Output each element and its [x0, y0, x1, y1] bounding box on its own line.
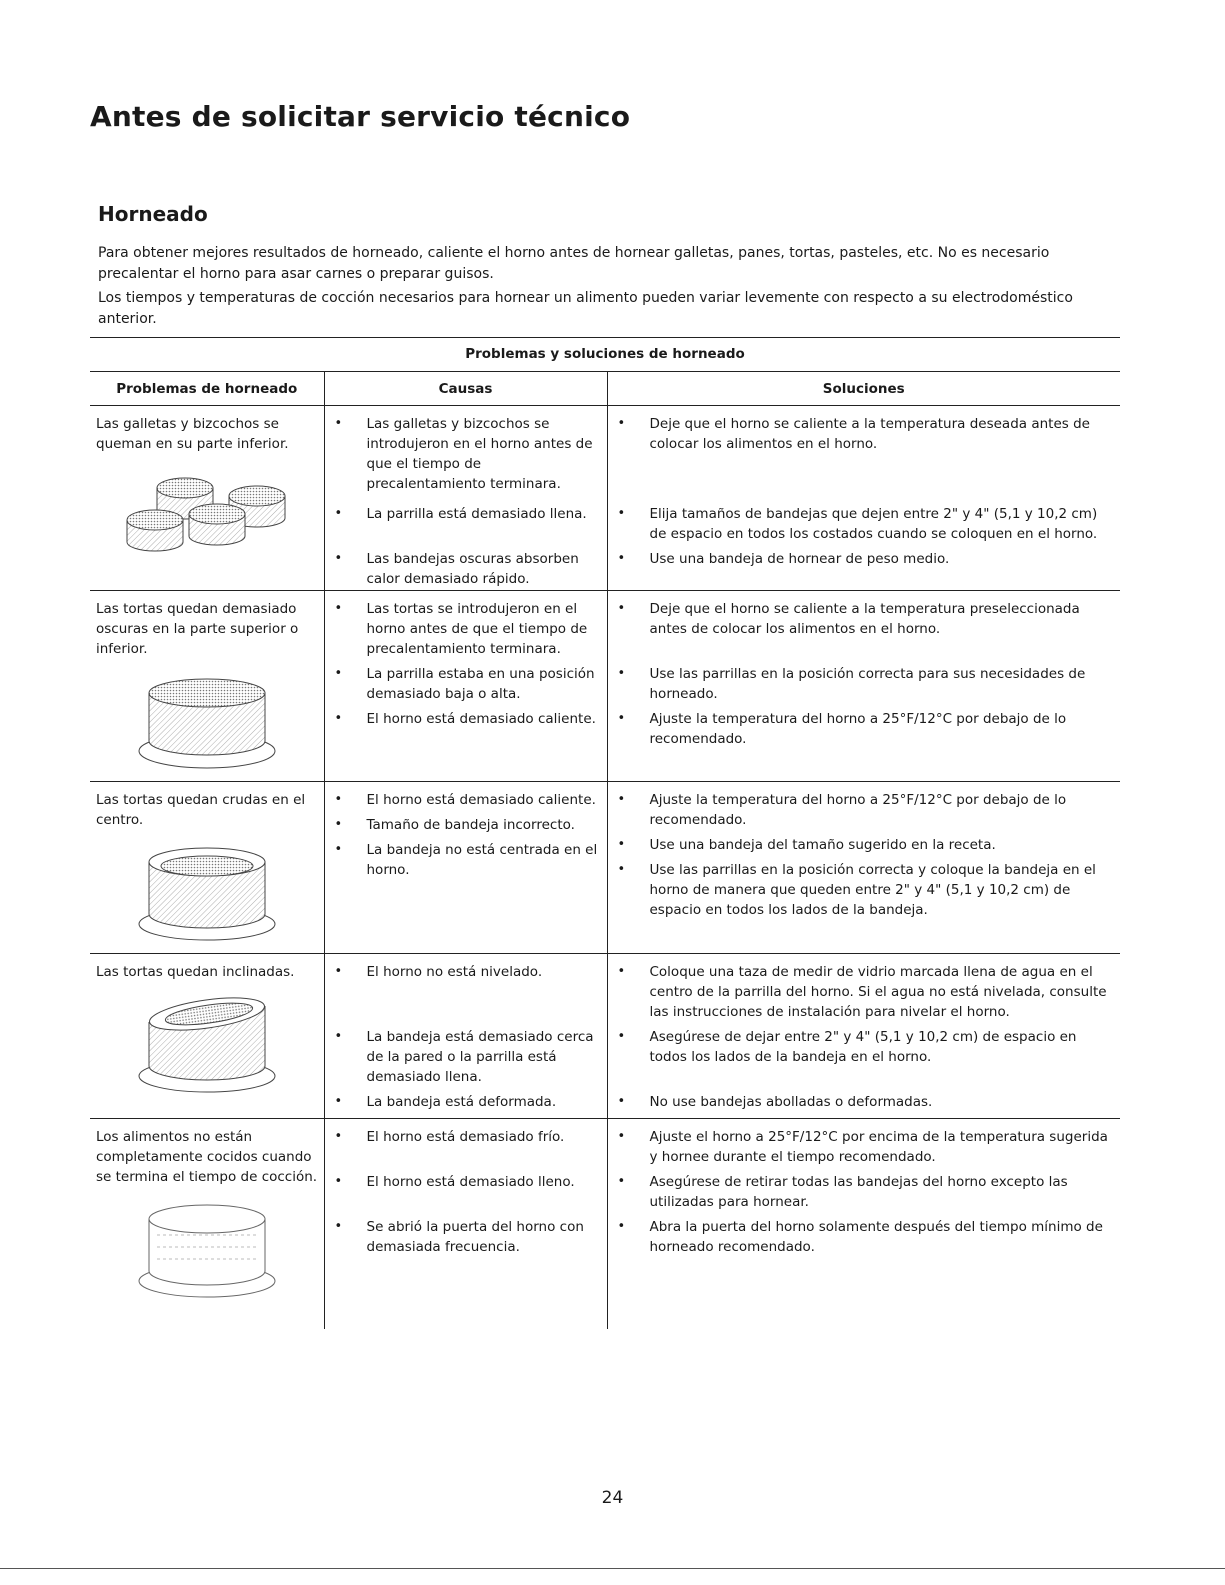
troubleshooting-table	[90, 337, 1120, 1329]
problem-cell	[90, 591, 324, 782]
problem-cell	[90, 406, 324, 591]
bottom-rule	[0, 1568, 1225, 1569]
cause-item: • Las galletas y bizcochos se introdujeron en el horno antes de que el tiempo de precalentamiento terminara.	[325, 414, 607, 494]
cause-item: • El horno está demasiado frío.	[325, 1127, 607, 1147]
cause-item: • Tamaño de bandeja incorrecto.	[325, 815, 607, 835]
solutions-cell	[607, 954, 1120, 1119]
cookies-illustration	[117, 466, 297, 566]
solution-item: • Asegúrese de retirar todas las bandejas del horno excepto las utilizadas para hornear.	[608, 1172, 1121, 1212]
cause-item: • La bandeja está demasiado cerca de la pared o la parrilla está demasiado llena.	[325, 1027, 607, 1087]
solution-item: • Ajuste el horno a 25°F/12°C por encima de la temperatura sugerida y hornee durante el tiempo recomendado.	[608, 1127, 1121, 1167]
solution-item: • Use las parrillas en la posición correcta y coloque la bandeja en el horno de manera que queden entre 2" y 4" (5,1 y 10,2 cm) de espacio en todos los lados de la bandeja.	[608, 860, 1121, 920]
solutions-cell	[607, 591, 1120, 782]
problem-cell	[90, 954, 324, 1119]
cause-item: • El horno está demasiado lleno.	[325, 1172, 607, 1192]
problem-text: Los alimentos no están completamente cocidos cuando se termina el tiempo de cocción.	[96, 1129, 318, 1185]
solution-item: • Ajuste la temperatura del horno a 25°F/12°C por debajo de lo recomendado.	[608, 790, 1121, 830]
solutions-cell	[607, 406, 1120, 591]
problem-text: Las tortas quedan inclinadas.	[96, 964, 295, 980]
cause-item: • Las tortas se introdujeron en el horno antes de que el tiempo de precalentamiento terminara.	[325, 599, 607, 659]
sunken-cake-illustration	[127, 842, 287, 942]
solution-item: • Use una bandeja del tamaño sugerido en la receta.	[608, 835, 1121, 855]
causes-cell	[324, 591, 607, 782]
page-title: Antes de solicitar servicio técnico	[90, 100, 631, 133]
problem-text: Las tortas quedan demasiado oscuras en la parte superior o inferior.	[96, 601, 299, 657]
problem-cell	[90, 782, 324, 954]
table-caption: Problemas y soluciones de horneado	[90, 338, 1120, 372]
table-row	[90, 591, 1120, 782]
solution-item: • No use bandejas abolladas o deformadas.	[608, 1092, 1121, 1112]
solution-item: • Deje que el horno se caliente a la temperatura preseleccionada antes de colocar los alimentos en el horno.	[608, 599, 1121, 639]
causes-cell	[324, 954, 607, 1119]
column-header-causes: Causas	[324, 372, 607, 406]
table-row	[90, 406, 1120, 591]
intro-paragraph: Para obtener mejores resultados de horneado, caliente el horno antes de hornear galletas, panes, tortas, pasteles, etc. No es necesario precalentar el horno para asar carnes o preparar guisos.	[98, 245, 1050, 282]
solution-item: • Ajuste la temperatura del horno a 25°F/12°C por debajo de lo recomendado.	[608, 709, 1121, 749]
cause-item: • El horno está demasiado caliente.	[325, 709, 607, 729]
solution-item: • Use las parrillas en la posición correcta para sus necesidades de horneado.	[608, 664, 1121, 704]
solutions-cell	[607, 1119, 1120, 1329]
dark-top-cake-illustration	[127, 671, 287, 771]
solution-item: • Deje que el horno se caliente a la temperatura deseada antes de colocar los alimentos en el horno.	[608, 414, 1121, 454]
section-title: Horneado	[98, 202, 208, 226]
cause-item: • El horno no está nivelado.	[325, 962, 607, 982]
solutions-cell	[607, 782, 1120, 954]
solution-item: • Use una bandeja de hornear de peso medio.	[608, 549, 1121, 569]
causes-cell	[324, 406, 607, 591]
tilted-cake-illustration	[127, 994, 287, 1094]
solution-item: • Asegúrese de dejar entre 2" y 4" (5,1 y 10,2 cm) de espacio en todos los lados de la bandeja en el horno.	[608, 1027, 1121, 1067]
intro-paragraph: Los tiempos y temperaturas de cocción necesarios para hornear un alimento pueden variar levemente con respecto a su electrodoméstico anterior.	[98, 290, 1073, 327]
causes-cell	[324, 1119, 607, 1329]
problem-text: Las galletas y bizcochos se queman en su parte inferior.	[96, 416, 289, 452]
cause-item: • La bandeja no está centrada en el horno.	[325, 840, 607, 880]
causes-cell	[324, 782, 607, 954]
page-number: 24	[601, 1488, 624, 1508]
table-row	[90, 782, 1120, 954]
solution-item: • Abra la puerta del horno solamente después del tiempo mínimo de horneado recomendado.	[608, 1217, 1121, 1257]
cause-item: • Las bandejas oscuras absorben calor demasiado rápido.	[325, 549, 607, 589]
solution-item: • Elija tamaños de bandejas que dejen entre 2" y 4" (5,1 y 10,2 cm) de espacio en todos los costados cuando se coloquen en el horno.	[608, 504, 1121, 544]
column-header-solutions: Soluciones	[607, 372, 1120, 406]
column-header-problems: Problemas de horneado	[90, 372, 324, 406]
table-row	[90, 1119, 1120, 1329]
cause-item: • La parrilla está demasiado llena.	[325, 504, 607, 524]
cause-item: • Se abrió la puerta del horno con demasiada frecuencia.	[325, 1217, 607, 1257]
solution-item: • Coloque una taza de medir de vidrio marcada llena de agua en el centro de la parrilla del horno. Si el agua no está nivelada, consulte las instrucciones de instalación para nivelar el horno.	[608, 962, 1121, 1022]
pale-cake-illustration	[127, 1199, 287, 1299]
problem-text: Las tortas quedan crudas en el centro.	[96, 792, 306, 828]
cause-item: • La parrilla estaba en una posición demasiado baja o alta.	[325, 664, 607, 704]
problem-cell	[90, 1119, 324, 1329]
cause-item: • La bandeja está deformada.	[325, 1092, 607, 1112]
cause-item: • El horno está demasiado caliente.	[325, 790, 607, 810]
table-row	[90, 954, 1120, 1119]
